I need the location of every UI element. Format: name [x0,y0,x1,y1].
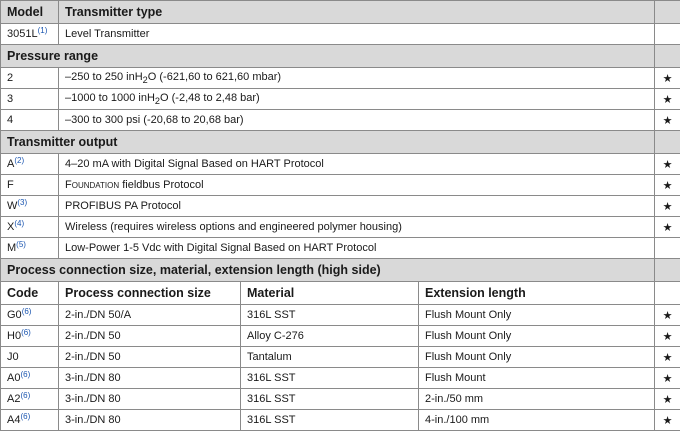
output-description: 4–20 mA with Digital Signal Based on HART Protocol [59,154,655,175]
star-icon: ★ [655,110,680,131]
star-icon: ★ [655,368,680,389]
output-code-cell: $X^{(4)}$ [1,217,59,238]
footnote-ref[interactable]: (6) [20,370,30,379]
connection-material: 316L SST [241,410,419,431]
table-row [1,347,680,368]
footnote-ref[interactable]: (6) [21,328,31,337]
star-icon: ★ [655,196,680,217]
connection-material: Tantalum [241,347,419,368]
connection-code-cell: A0$^{(6)}$ [1,368,59,389]
section-title: Pressure range [1,45,655,68]
table-row [1,89,680,110]
model-column-header: Model [1,1,59,24]
connection-size: 3-in./DN 80 [59,410,241,431]
model-description: Level Transmitter [59,24,655,45]
output-description: Low-Power 1-5 Vdc with Digital Signal Based on HART Protocol [59,238,655,259]
table-row [1,110,680,131]
extension-length: Flush Mount Only [419,326,655,347]
connection-size: 2-in./DN 50 [59,347,241,368]
connection-material: 316L SST [241,368,419,389]
connection-size: 2-in./DN 50 [59,326,241,347]
connection-code-cell: G0$^{(6)}$ [1,305,59,326]
footnote-ref[interactable]: (4) [14,219,24,228]
table-row [1,217,680,238]
section-title: Process connection size, material, extension length (high side) [1,259,655,282]
star-icon: ★ [655,68,680,89]
connection-size: 3-in./DN 80 [59,389,241,410]
footnote-ref[interactable]: (2) [14,156,24,165]
star-icon: ★ [655,217,680,238]
star-icon: ★ [655,305,680,326]
connection-code-cell: A2$^{(6)}$ [1,389,59,410]
table-row [1,196,680,217]
table-row [1,389,680,410]
footnote-ref[interactable]: (6) [22,307,32,316]
connection-code-cell: H0$^{(6)}$ [1,326,59,347]
connection-code-cell: A4$^{(6)}$ [1,410,59,431]
range-code: 2 [1,68,59,89]
extension-length: 4-in./100 mm [419,410,655,431]
material-column-header: Material [241,282,419,305]
star-icon: ★ [655,175,680,196]
output-code-cell: $A^{(2)}$ [1,154,59,175]
footnote-ref[interactable]: (6) [20,412,30,421]
table-row [1,68,680,89]
range-description: –300 to 300 psi (-20,68 to 20,68 bar) [59,110,655,131]
output-description: Wireless (requires wireless options and engineered polymer housing) [59,217,655,238]
table-row [1,326,680,347]
connection-material: 316L SST [241,389,419,410]
table-row [1,305,680,326]
output-code-cell: $M^{(5)}$ [1,238,59,259]
output-code-cell: $W^{(3)}$ [1,196,59,217]
process-connection-column-headers [1,282,680,305]
footnote-ref[interactable]: (1) [38,26,48,35]
star-icon: ★ [655,326,680,347]
table-row [1,154,680,175]
connection-code-cell: J0 [1,347,59,368]
section-header-transmitter-output [1,131,680,154]
connection-size: 3-in./DN 80 [59,368,241,389]
range-code: 4 [1,110,59,131]
table-row [1,238,680,259]
range-description: –250 to 250 inH$_2$O (-621,60 to 621,60 mbar) [59,68,655,89]
code-column-header: Code [1,282,59,305]
extension-length: Flush Mount Only [419,347,655,368]
model-code: 3051L [7,28,38,40]
range-description: –1000 to 1000 inH$_2$O (-2,48 to 2,48 bar) [59,89,655,110]
connection-material: 316L SST [241,305,419,326]
section-title: Transmitter output [1,131,655,154]
star-icon: ★ [655,154,680,175]
transmitter-type-column-header: Transmitter type [59,1,655,24]
section-header-process-connection [1,259,680,282]
star-icon: ★ [655,347,680,368]
footnote-ref[interactable]: (3) [17,198,27,207]
output-code: F [1,175,59,196]
output-description: PROFIBUS PA Protocol [59,196,655,217]
star-cell-empty [655,238,680,259]
connection-size: 2-in./DN 50/A [59,305,241,326]
table-header-row [1,1,680,24]
footnote-ref[interactable]: (5) [16,240,26,249]
table-row [1,175,680,196]
model-code-cell [1,24,59,45]
range-code: 3 [1,89,59,110]
table-row [1,368,680,389]
section-header-pressure-range [1,45,680,68]
output-description: Foundation fieldbus Protocol [59,175,655,196]
extension-column-header: Extension length [419,282,655,305]
extension-length: 2-in./50 mm [419,389,655,410]
extension-length: Flush Mount Only [419,305,655,326]
star-icon: ★ [655,389,680,410]
table-row [1,24,680,45]
star-icon: ★ [655,410,680,431]
extension-length: Flush Mount [419,368,655,389]
footnote-ref[interactable]: (6) [20,391,30,400]
table-row [1,410,680,431]
star-icon: ★ [655,89,680,110]
size-column-header: Process connection size [59,282,241,305]
connection-material: Alloy C-276 [241,326,419,347]
